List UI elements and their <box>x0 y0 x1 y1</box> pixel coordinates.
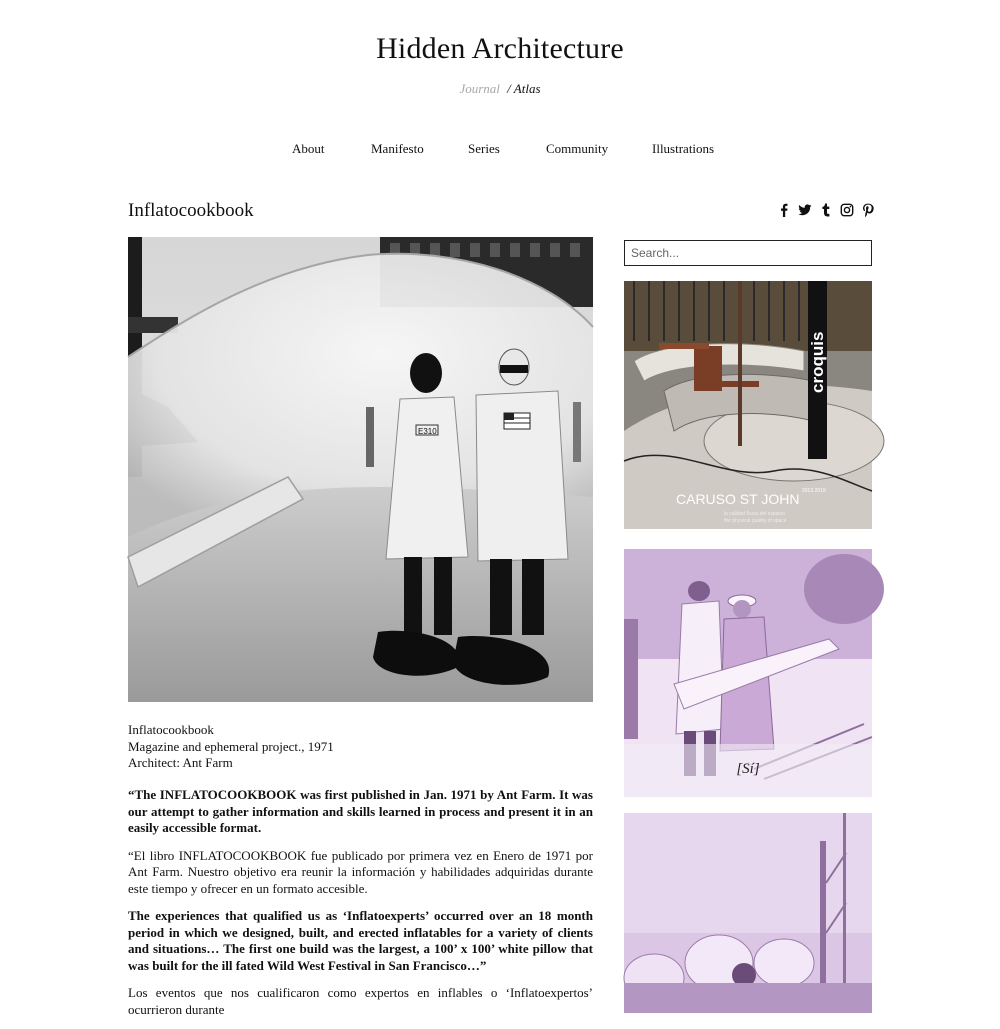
post-title: Inflatocookbook <box>128 200 254 221</box>
paragraph-4: Los eventos que nos cualificaron como expertos en inflables o ‘Inflatoexpertos’ ocurrieron durante <box>128 985 593 1017</box>
subnav <box>0 81 1000 97</box>
sidebar-ad-bubbles[interactable] <box>624 813 872 1013</box>
bubbles-photo-illustration <box>624 813 872 1013</box>
site-title[interactable]: Hidden Architecture <box>376 32 624 65</box>
sidebar-ad-croquis[interactable] <box>624 281 872 529</box>
croquis-title: CARUSO ST JOHN <box>676 491 800 507</box>
paragraph-1: “The INFLATOCOOKBOOK was first published in Jan. 1971 by Ant Farm. It was our attempt to gather information and skills learned in process and present it in an easily accessible format. <box>128 787 593 835</box>
croquis-logo: croquis <box>808 331 827 393</box>
meta-architect: Architect: Ant Farm <box>128 755 233 770</box>
hero-badge: E310 <box>418 427 437 436</box>
hero-image[interactable] <box>128 237 593 702</box>
subnav-separator: / <box>507 81 511 96</box>
instagram-icon[interactable] <box>840 203 854 217</box>
nav-illustrations[interactable]: Illustrations <box>652 141 715 156</box>
paragraph-3: The experiences that qualified us as ‘Inflatoexperts’ occurred over an 18 month period in which we designed, built, and erected inflatables for a variety of clients and situations… The first one build was the largest, a 100’ x 100’ white pillow that was built for the ill fated Wild West Festival in San Francisco…” <box>128 908 593 973</box>
croquis-sub-en: the physical quality of space <box>724 518 787 524</box>
croquis-years: 2013 2019 <box>802 488 826 494</box>
pinterest-icon[interactable] <box>861 203 875 217</box>
nav-about[interactable]: About <box>292 141 325 156</box>
twitter-icon[interactable] <box>798 203 812 217</box>
tumblr-icon[interactable] <box>819 203 833 217</box>
search-input[interactable] <box>624 240 872 266</box>
meta-type-year: Magazine and ephemeral project., 1971 <box>128 738 334 754</box>
paragraph-2: “El libro INFLATOCOOKBOOK fue publicado por primera vez en Enero de 1971 por Ant Farm. Nuestro objetivo era reunir la información y habilidades adquiridas durante este tiempo y ofrecer en un formato accesible. <box>128 847 593 896</box>
sidebar-ad-si[interactable] <box>624 549 872 797</box>
nav-community[interactable]: Community <box>546 141 609 156</box>
croquis-cover-illustration <box>624 281 872 529</box>
si-photo-illustration <box>624 549 872 797</box>
nav-manifesto[interactable]: Manifesto <box>371 141 424 156</box>
subnav-journal-link[interactable]: Journal <box>459 81 500 96</box>
social-icons <box>777 203 875 217</box>
croquis-sub-es: la calidad física del espacio <box>724 511 785 517</box>
subnav-atlas-link[interactable]: Atlas <box>513 81 541 96</box>
facebook-icon[interactable] <box>777 203 791 217</box>
hero-photo-illustration <box>128 237 593 702</box>
si-caption: [Sí] <box>736 761 760 777</box>
post-meta <box>128 722 593 772</box>
meta-title: Inflatocookbook <box>128 722 214 737</box>
post-body <box>128 787 593 1029</box>
nav-series[interactable]: Series <box>468 141 500 156</box>
